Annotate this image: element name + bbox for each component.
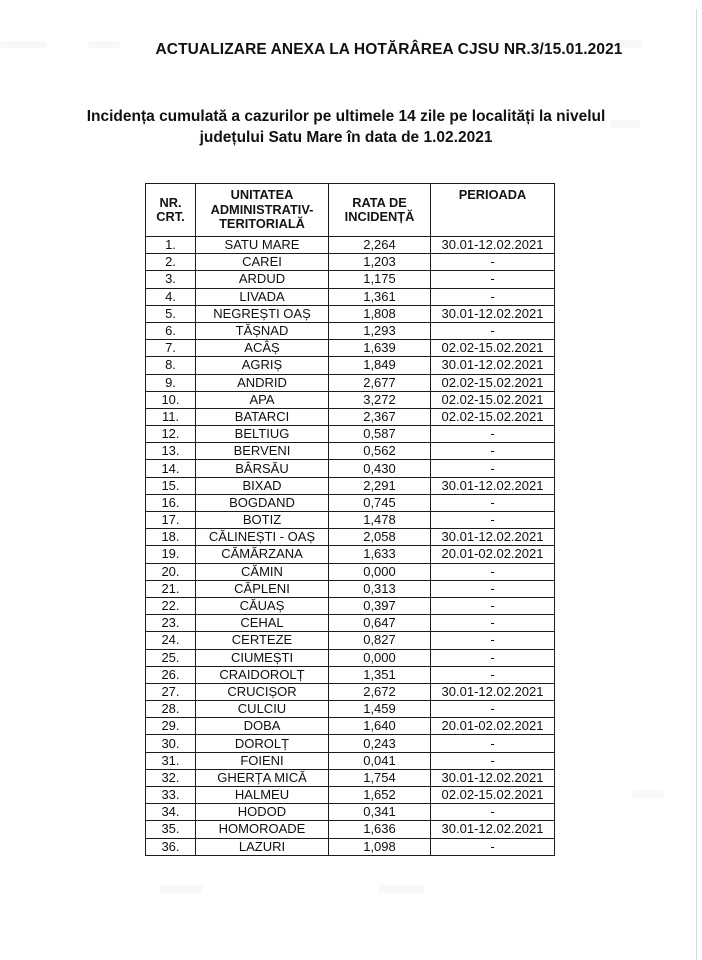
table-row (146, 666, 555, 683)
table-body (146, 237, 555, 856)
cell-incidence-rate: 2,672 (329, 683, 431, 700)
cell-period: 02.02-15.02.2021 (431, 408, 555, 425)
table-row (146, 443, 555, 460)
cell-nr-crt: 28. (146, 701, 196, 718)
table-row (146, 735, 555, 752)
cell-nr-crt: 30. (146, 735, 196, 752)
cell-locality: CULCIU (196, 701, 329, 718)
cell-period: - (431, 426, 555, 443)
cell-period: - (431, 443, 555, 460)
cell-locality: BERVENI (196, 443, 329, 460)
column-header-unitate: UNITATEA ADMINISTRATIV- TERITORIALĂ (196, 184, 329, 237)
cell-nr-crt: 16. (146, 494, 196, 511)
cell-nr-crt: 17. (146, 512, 196, 529)
cell-nr-crt: 18. (146, 529, 196, 546)
cell-locality: BIXAD (196, 477, 329, 494)
table-row (146, 632, 555, 649)
cell-nr-crt: 25. (146, 649, 196, 666)
cell-incidence-rate: 1,459 (329, 701, 431, 718)
cell-period: - (431, 701, 555, 718)
subtitle-line-1: Incidența cumulată a cazurilor pe ultimele 14 zile pe localități la nivelul (86, 108, 606, 125)
cell-period: - (431, 666, 555, 683)
subtitle-line-2: județului Satu Mare în data de 1.02.2021 (199, 129, 493, 146)
table-row (146, 649, 555, 666)
cell-incidence-rate: 0,313 (329, 580, 431, 597)
cell-period: - (431, 271, 555, 288)
table-row (146, 563, 555, 580)
cell-locality: CERTEZE (196, 632, 329, 649)
cell-incidence-rate: 2,677 (329, 374, 431, 391)
cell-nr-crt: 33. (146, 787, 196, 804)
cell-period: - (431, 288, 555, 305)
cell-period: 30.01-12.02.2021 (431, 769, 555, 786)
cell-incidence-rate: 0,243 (329, 735, 431, 752)
cell-period: 30.01-12.02.2021 (431, 477, 555, 494)
column-header-perioada: PERIOADA (431, 184, 555, 237)
cell-nr-crt: 26. (146, 666, 196, 683)
cell-locality: LAZURI (196, 838, 329, 855)
cell-period: - (431, 615, 555, 632)
cell-period: 30.01-12.02.2021 (431, 683, 555, 700)
cell-period: 02.02-15.02.2021 (431, 340, 555, 357)
cell-incidence-rate: 0,827 (329, 632, 431, 649)
cell-locality: SATU MARE (196, 237, 329, 254)
cell-period: 30.01-12.02.2021 (431, 237, 555, 254)
incidence-table (145, 183, 555, 856)
cell-locality: HOMOROADE (196, 821, 329, 838)
cell-nr-crt: 7. (146, 340, 196, 357)
scan-smudge (160, 885, 202, 893)
cell-locality: HALMEU (196, 787, 329, 804)
cell-period: 30.01-12.02.2021 (431, 821, 555, 838)
table-row (146, 597, 555, 614)
cell-locality: ANDRID (196, 374, 329, 391)
cell-locality: BOGDAND (196, 494, 329, 511)
cell-nr-crt: 34. (146, 804, 196, 821)
cell-locality: BATARCI (196, 408, 329, 425)
cell-nr-crt: 15. (146, 477, 196, 494)
cell-locality: CĂUAȘ (196, 597, 329, 614)
cell-locality: CEHAL (196, 615, 329, 632)
cell-period: - (431, 597, 555, 614)
cell-period: 02.02-15.02.2021 (431, 374, 555, 391)
scan-smudge (0, 41, 46, 48)
cell-incidence-rate: 0,000 (329, 563, 431, 580)
cell-period: - (431, 632, 555, 649)
cell-period: - (431, 322, 555, 339)
table-row (146, 804, 555, 821)
table-row (146, 580, 555, 597)
cell-incidence-rate: 1,633 (329, 546, 431, 563)
cell-locality: APA (196, 391, 329, 408)
cell-incidence-rate: 1,640 (329, 718, 431, 735)
cell-period: - (431, 649, 555, 666)
table-row (146, 391, 555, 408)
cell-nr-crt: 4. (146, 288, 196, 305)
cell-period: 20.01-02.02.2021 (431, 546, 555, 563)
table-row (146, 477, 555, 494)
cell-period: 30.01-12.02.2021 (431, 305, 555, 322)
cell-locality: CIUMEȘTI (196, 649, 329, 666)
cell-incidence-rate: 0,041 (329, 752, 431, 769)
cell-locality: ACÂȘ (196, 340, 329, 357)
table-row (146, 787, 555, 804)
table-row (146, 701, 555, 718)
table-row (146, 357, 555, 374)
cell-nr-crt: 35. (146, 821, 196, 838)
cell-nr-crt: 10. (146, 391, 196, 408)
cell-period: - (431, 580, 555, 597)
cell-incidence-rate: 1,361 (329, 288, 431, 305)
table-row (146, 408, 555, 425)
cell-nr-crt: 1. (146, 237, 196, 254)
cell-incidence-rate: 1,639 (329, 340, 431, 357)
table-row (146, 271, 555, 288)
table-row (146, 718, 555, 735)
table-row (146, 838, 555, 855)
cell-locality: LIVADA (196, 288, 329, 305)
column-header-nr-crt: NR. CRT. (146, 184, 196, 237)
cell-incidence-rate: 1,652 (329, 787, 431, 804)
cell-locality: CĂMIN (196, 563, 329, 580)
column-header-rata: RATA DE INCIDENȚĂ (329, 184, 431, 237)
cell-incidence-rate: 0,562 (329, 443, 431, 460)
cell-incidence-rate: 2,058 (329, 529, 431, 546)
table-row (146, 340, 555, 357)
cell-locality: GHERȚA MICĂ (196, 769, 329, 786)
cell-incidence-rate: 0,430 (329, 460, 431, 477)
cell-locality: BOTIZ (196, 512, 329, 529)
cell-nr-crt: 36. (146, 838, 196, 855)
table-row (146, 821, 555, 838)
table-row (146, 769, 555, 786)
cell-locality: CRAIDOROLȚ (196, 666, 329, 683)
cell-nr-crt: 14. (146, 460, 196, 477)
cell-locality: BELTIUG (196, 426, 329, 443)
cell-nr-crt: 21. (146, 580, 196, 597)
cell-nr-crt: 6. (146, 322, 196, 339)
cell-incidence-rate: 1,203 (329, 254, 431, 271)
table-row (146, 494, 555, 511)
cell-period: - (431, 254, 555, 271)
cell-period: 02.02-15.02.2021 (431, 391, 555, 408)
cell-incidence-rate: 0,397 (329, 597, 431, 614)
cell-locality: CAREI (196, 254, 329, 271)
cell-period: - (431, 563, 555, 580)
cell-period: - (431, 494, 555, 511)
table-row (146, 237, 555, 254)
cell-nr-crt: 23. (146, 615, 196, 632)
cell-locality: TĂȘNAD (196, 322, 329, 339)
cell-locality: HODOD (196, 804, 329, 821)
cell-nr-crt: 32. (146, 769, 196, 786)
cell-locality: DOROLȚ (196, 735, 329, 752)
cell-locality: FOIENI (196, 752, 329, 769)
document-title: ACTUALIZARE ANEXA LA HOTĂRÂREA CJSU NR.3/15.01.2021 (155, 41, 623, 58)
cell-nr-crt: 29. (146, 718, 196, 735)
table-row (146, 254, 555, 271)
cell-incidence-rate: 0,000 (329, 649, 431, 666)
cell-locality: CRUCIȘOR (196, 683, 329, 700)
cell-nr-crt: 5. (146, 305, 196, 322)
cell-locality: CĂPLENI (196, 580, 329, 597)
cell-incidence-rate: 1,351 (329, 666, 431, 683)
cell-period: 30.01-12.02.2021 (431, 529, 555, 546)
table-row (146, 529, 555, 546)
cell-nr-crt: 2. (146, 254, 196, 271)
cell-locality: ARDUD (196, 271, 329, 288)
cell-nr-crt: 20. (146, 563, 196, 580)
cell-incidence-rate: 1,098 (329, 838, 431, 855)
scan-edge-line (696, 9, 697, 960)
table-row (146, 512, 555, 529)
cell-nr-crt: 3. (146, 271, 196, 288)
table-row (146, 460, 555, 477)
cell-nr-crt: 12. (146, 426, 196, 443)
cell-locality: BÂRSĂU (196, 460, 329, 477)
cell-incidence-rate: 0,647 (329, 615, 431, 632)
table-row (146, 374, 555, 391)
table-row (146, 288, 555, 305)
cell-nr-crt: 24. (146, 632, 196, 649)
cell-period: - (431, 838, 555, 855)
scan-smudge (378, 885, 424, 893)
cell-locality: AGRIȘ (196, 357, 329, 374)
cell-nr-crt: 11. (146, 408, 196, 425)
scan-smudge (632, 790, 664, 798)
cell-locality: CĂLINEȘTI - OAȘ (196, 529, 329, 546)
cell-incidence-rate: 1,175 (329, 271, 431, 288)
cell-incidence-rate: 0,587 (329, 426, 431, 443)
cell-period: - (431, 512, 555, 529)
cell-nr-crt: 8. (146, 357, 196, 374)
cell-nr-crt: 19. (146, 546, 196, 563)
cell-nr-crt: 9. (146, 374, 196, 391)
cell-period: - (431, 804, 555, 821)
cell-incidence-rate: 1,636 (329, 821, 431, 838)
table-row (146, 426, 555, 443)
cell-period: 02.02-15.02.2021 (431, 787, 555, 804)
cell-incidence-rate: 3,272 (329, 391, 431, 408)
cell-incidence-rate: 2,367 (329, 408, 431, 425)
cell-locality: NEGREȘTI OAȘ (196, 305, 329, 322)
table-row (146, 752, 555, 769)
table-row (146, 322, 555, 339)
cell-period: - (431, 752, 555, 769)
cell-incidence-rate: 1,849 (329, 357, 431, 374)
cell-nr-crt: 27. (146, 683, 196, 700)
cell-period: 20.01-02.02.2021 (431, 718, 555, 735)
cell-incidence-rate: 2,291 (329, 477, 431, 494)
table-row (146, 683, 555, 700)
cell-period: - (431, 735, 555, 752)
cell-incidence-rate: 2,264 (329, 237, 431, 254)
cell-incidence-rate: 1,754 (329, 769, 431, 786)
table-row (146, 615, 555, 632)
table-row (146, 305, 555, 322)
cell-period: 30.01-12.02.2021 (431, 357, 555, 374)
cell-incidence-rate: 1,293 (329, 322, 431, 339)
cell-incidence-rate: 1,478 (329, 512, 431, 529)
cell-locality: DOBA (196, 718, 329, 735)
cell-incidence-rate: 0,341 (329, 804, 431, 821)
table-header-row (146, 184, 555, 237)
cell-nr-crt: 22. (146, 597, 196, 614)
document-subtitle (4, 106, 688, 148)
cell-period: - (431, 460, 555, 477)
cell-incidence-rate: 1,808 (329, 305, 431, 322)
cell-nr-crt: 31. (146, 752, 196, 769)
cell-nr-crt: 13. (146, 443, 196, 460)
cell-locality: CĂMĂRZANA (196, 546, 329, 563)
cell-incidence-rate: 0,745 (329, 494, 431, 511)
table-row (146, 546, 555, 563)
